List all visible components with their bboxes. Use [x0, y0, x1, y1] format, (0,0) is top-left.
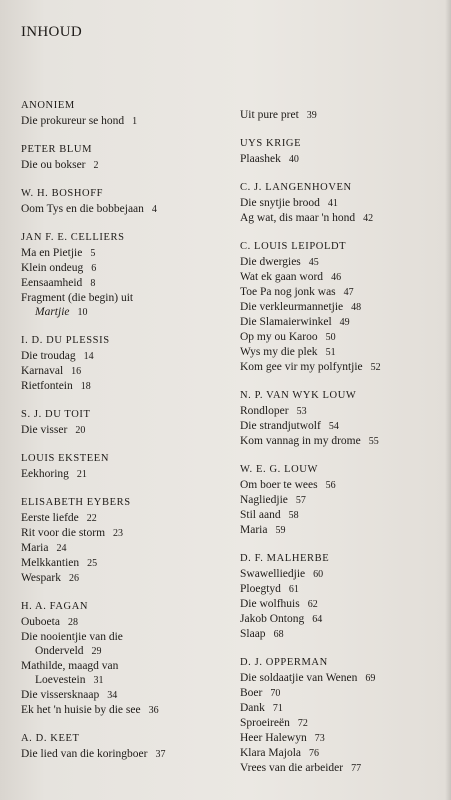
entry-page-number: 73 — [314, 733, 325, 744]
entry-page-number: 31 — [93, 675, 104, 686]
author-block — [21, 231, 226, 320]
entry-title: Nagliedjie — [240, 494, 288, 506]
entry-page-number: 37 — [155, 749, 166, 760]
entry-title: Toe Pa nog jonk was — [240, 286, 336, 298]
left-column — [21, 99, 226, 776]
entry-page-number: 14 — [83, 351, 94, 362]
entry-title: Die nooientjie van die — [21, 631, 123, 643]
entry-page-number: 71 — [272, 703, 283, 714]
author-name: LOUIS EKSTEEN — [21, 453, 110, 464]
entry-title: Maria — [21, 542, 49, 554]
entry-page-number: 22 — [86, 513, 97, 524]
entry-page-number: 56 — [325, 480, 336, 491]
entry-page-number: 50 — [325, 332, 336, 343]
entry-title: Boer — [240, 687, 263, 699]
entry-page-number: 51 — [325, 347, 336, 358]
entry-page-number: 45 — [308, 257, 319, 268]
toc-entry — [21, 379, 226, 394]
entry-page-number: 69 — [365, 673, 376, 684]
entry-title: Die soldaatjie van Wenen — [240, 672, 358, 684]
entry-title: Ek het 'n huisie by die see — [21, 704, 141, 716]
entry-page-number: 53 — [296, 406, 307, 417]
entry-title: Kom gee vir my polfyntjie — [240, 361, 363, 373]
entry-title: Ag wat, dis maar 'n hond — [240, 212, 356, 224]
entry-page-number: 39 — [306, 110, 317, 121]
entry-page-number: 47 — [343, 287, 354, 298]
author-block — [240, 108, 445, 123]
entry-page-number: 26 — [68, 573, 79, 584]
author-name: S. J. DU TOIT — [21, 409, 91, 420]
author-block — [21, 187, 226, 217]
entry-title: Op my ou Karoo — [240, 331, 318, 343]
entry-title: Uit pure pret — [240, 109, 299, 121]
toc-entry — [240, 419, 445, 434]
author-name: D. F. MALHERBE — [240, 553, 330, 564]
toc-entry — [21, 246, 226, 261]
toc-entry — [240, 152, 445, 167]
toc-entry — [240, 567, 445, 582]
entry-title: Wespark — [21, 572, 61, 584]
entry-page-number: 70 — [270, 688, 281, 699]
entry-page-number: 24 — [56, 543, 67, 554]
entry-title: Eensaamheid — [21, 277, 83, 289]
entry-page-number: 36 — [148, 705, 159, 716]
author-name: ELISABETH EYBERS — [21, 497, 131, 508]
entry-page-number: 5 — [90, 248, 96, 259]
toc-entry — [21, 305, 226, 320]
author-block — [21, 143, 226, 173]
author-name: D. J. OPPERMAN — [240, 657, 328, 668]
entry-page-number: 76 — [309, 748, 319, 759]
author-block — [240, 389, 445, 449]
entry-title: Slaap — [240, 628, 266, 640]
toc-entry — [240, 612, 445, 627]
toc-entry — [21, 571, 226, 586]
entry-page-number: 60 — [313, 569, 324, 580]
toc-entry — [240, 746, 445, 761]
author-name: UYS KRIGE — [240, 138, 302, 149]
toc-entry — [21, 703, 226, 718]
entry-title: Die troudag — [21, 350, 76, 362]
toc-entry — [21, 349, 226, 364]
author-block — [240, 137, 445, 167]
toc-entry — [21, 541, 226, 556]
author-block — [21, 732, 226, 762]
entry-title: Ouboeta — [21, 616, 60, 628]
entry-title: Heer Halewyn — [240, 732, 307, 744]
author-name: H. A. FAGAN — [21, 601, 89, 612]
author-block — [240, 552, 445, 642]
toc-entry — [240, 108, 445, 123]
toc-entry — [21, 630, 226, 644]
entry-title: Ploegtyd — [240, 583, 281, 595]
entry-title: Die dwergies — [240, 256, 301, 268]
toc-entry — [240, 523, 445, 538]
toc-entry — [21, 556, 226, 571]
toc-entry — [240, 478, 445, 493]
entry-page-number: 4 — [151, 204, 157, 215]
entry-title: Rondloper — [240, 405, 289, 417]
entry-title: Die visser — [21, 424, 68, 436]
toc-entry — [240, 196, 445, 211]
toc-entry — [240, 360, 445, 375]
entry-page-number: 25 — [87, 558, 98, 569]
entry-title: Onderveld — [35, 645, 84, 657]
entry-title: Die snytjie brood — [240, 197, 320, 209]
entry-title: Maria — [240, 524, 268, 536]
author-name: N. P. VAN WYK LOUW — [240, 390, 357, 401]
entry-title: Die lied van die koringboer — [21, 748, 148, 760]
toc-entry — [240, 686, 445, 701]
entry-title: Rit voor die storm — [21, 527, 106, 539]
toc-entry — [240, 255, 445, 270]
entry-title: Sproeireën — [240, 717, 290, 729]
entry-page-number: 41 — [327, 198, 338, 209]
toc-entry — [240, 330, 445, 345]
toc-entry — [21, 511, 226, 526]
entry-page-number: 58 — [288, 510, 299, 521]
entry-page-number: 28 — [67, 617, 78, 628]
author-block — [240, 463, 445, 538]
entry-title: Eekhoring — [21, 468, 69, 480]
toc-entry — [21, 526, 226, 541]
entry-title: Rietfontein — [21, 380, 73, 392]
entry-page-number: 49 — [339, 317, 350, 328]
entry-title: Wys my die plek — [240, 346, 318, 358]
entry-title: Die Slamaierwinkel — [240, 316, 332, 328]
toc-entry — [21, 276, 226, 291]
toc-entry — [240, 701, 445, 716]
entry-page-number: 6 — [91, 263, 97, 274]
toc-entry — [21, 747, 226, 762]
entry-title: Vrees van die arbeider — [240, 762, 344, 774]
entry-page-number: 77 — [351, 763, 362, 774]
author-block — [21, 408, 226, 438]
entry-title: Mathilde, maagd van — [21, 660, 119, 672]
toc-entry — [240, 508, 445, 523]
author-block — [21, 334, 226, 394]
entry-title: Dank — [240, 702, 265, 714]
author-name: W. H. BOSHOFF — [21, 188, 104, 199]
author-block — [21, 99, 226, 129]
toc-entry — [240, 493, 445, 508]
entry-page-number: 52 — [370, 362, 381, 373]
toc-entry — [240, 315, 445, 330]
author-block — [21, 496, 226, 586]
entry-page-number: 62 — [307, 599, 318, 610]
author-name: JAN F. E. CELLIERS — [21, 232, 125, 243]
entry-title: Klein ondeug — [21, 262, 84, 274]
toc-entry — [240, 270, 445, 285]
toc-entry — [240, 716, 445, 731]
author-name: ANONIEM — [21, 100, 75, 111]
entry-page-number: 68 — [273, 629, 284, 640]
entry-page-number: 21 — [76, 469, 87, 480]
entry-title: Die wolfhuis — [240, 598, 300, 610]
toc-entry — [240, 345, 445, 360]
toc-entry — [21, 644, 226, 659]
toc-entry — [240, 597, 445, 612]
toc-entry — [240, 671, 445, 686]
entry-title: Die verkleurmannetjie — [240, 301, 344, 313]
toc-entry — [21, 615, 226, 630]
toc-entry — [240, 300, 445, 315]
entry-title: Oom Tys en die bobbejaan — [21, 203, 144, 215]
author-name: W. E. G. LOUW — [240, 464, 318, 475]
toc-entry — [240, 731, 445, 746]
entry-title: Swawelliedjie — [240, 568, 306, 580]
toc-entry — [21, 688, 226, 703]
entry-title: Stil aand — [240, 509, 281, 521]
entry-page-number: 10 — [77, 307, 88, 318]
entry-page-number: 29 — [91, 646, 102, 657]
entry-title: Karnaval — [21, 365, 64, 377]
author-block — [21, 452, 226, 482]
toc-entry — [21, 467, 226, 482]
author-name: C. J. LANGENHOVEN — [240, 182, 352, 193]
entry-page-number: 46 — [331, 272, 342, 283]
entry-title: Fragment (die begin) uit — [21, 292, 134, 304]
toc-entry — [240, 582, 445, 597]
author-block — [240, 656, 445, 776]
entry-page-number: 18 — [80, 381, 91, 392]
author-name: PETER BLUM — [21, 144, 93, 155]
entry-page-number: 72 — [297, 718, 308, 729]
author-name: C. LOUIS LEIPOLDT — [240, 241, 347, 252]
entry-page-number: 34 — [107, 690, 118, 701]
toc-entry — [240, 211, 445, 226]
toc-entry — [21, 423, 226, 438]
author-name: I. D. DU PLESSIS — [21, 335, 110, 346]
entry-title: Die strandjutwolf — [240, 420, 321, 432]
entry-title: Die vissersknaap — [21, 689, 100, 701]
right-column — [240, 108, 445, 790]
author-block — [240, 240, 445, 375]
entry-page-number: 16 — [71, 366, 82, 377]
toc-entry — [21, 291, 226, 305]
entry-title: Die ou bokser — [21, 159, 86, 171]
entry-title: Kom vannag in my drome — [240, 435, 361, 447]
entry-page-number: 61 — [288, 584, 299, 595]
entry-title: Die prokureur se hond — [21, 115, 125, 127]
entry-page-number: 23 — [113, 528, 124, 539]
entry-page-number: 54 — [328, 421, 339, 432]
entry-title: Loevestein — [35, 674, 86, 686]
entry-title: Martjie — [35, 306, 70, 318]
entry-page-number: 57 — [295, 495, 306, 506]
toc-entry — [240, 761, 445, 776]
toc-entry — [240, 434, 445, 449]
entry-page-number: 48 — [351, 302, 362, 313]
toc-entry — [240, 285, 445, 300]
entry-page-number: 55 — [368, 436, 379, 447]
entry-title: Eerste liefde — [21, 512, 79, 524]
entry-title: Wat ek gaan word — [240, 271, 324, 283]
entry-title: Klara Majola — [240, 747, 301, 759]
entry-title: Ma en Pietjie — [21, 247, 83, 259]
entry-page-number: 2 — [93, 160, 99, 171]
author-block — [21, 600, 226, 718]
toc-entry — [21, 659, 226, 673]
entry-title: Jakob Ontong — [240, 613, 305, 625]
entry-page-number: 20 — [75, 425, 86, 436]
entry-page-number: 8 — [90, 278, 96, 289]
entry-title: Melkkantien — [21, 557, 80, 569]
entry-title: Om boer te wees — [240, 479, 318, 491]
entry-page-number: 64 — [312, 614, 323, 625]
page-edge-shadow — [445, 0, 451, 800]
entry-page-number: 40 — [288, 154, 299, 165]
toc-entry — [240, 404, 445, 419]
entry-page-number: 42 — [363, 213, 374, 224]
author-name: A. D. KEET — [21, 733, 80, 744]
toc-entry — [21, 202, 226, 217]
toc-entry — [21, 158, 226, 173]
entry-title: Plaashek — [240, 153, 281, 165]
toc-entry — [21, 261, 226, 276]
author-block — [240, 181, 445, 226]
toc-entry — [21, 364, 226, 379]
toc-entry — [21, 114, 226, 129]
page-title: INHOUD — [21, 24, 82, 40]
entry-page-number: 59 — [275, 525, 286, 536]
entry-page-number: 1 — [132, 116, 138, 127]
toc-entry — [240, 627, 445, 642]
toc-entry — [21, 673, 226, 688]
